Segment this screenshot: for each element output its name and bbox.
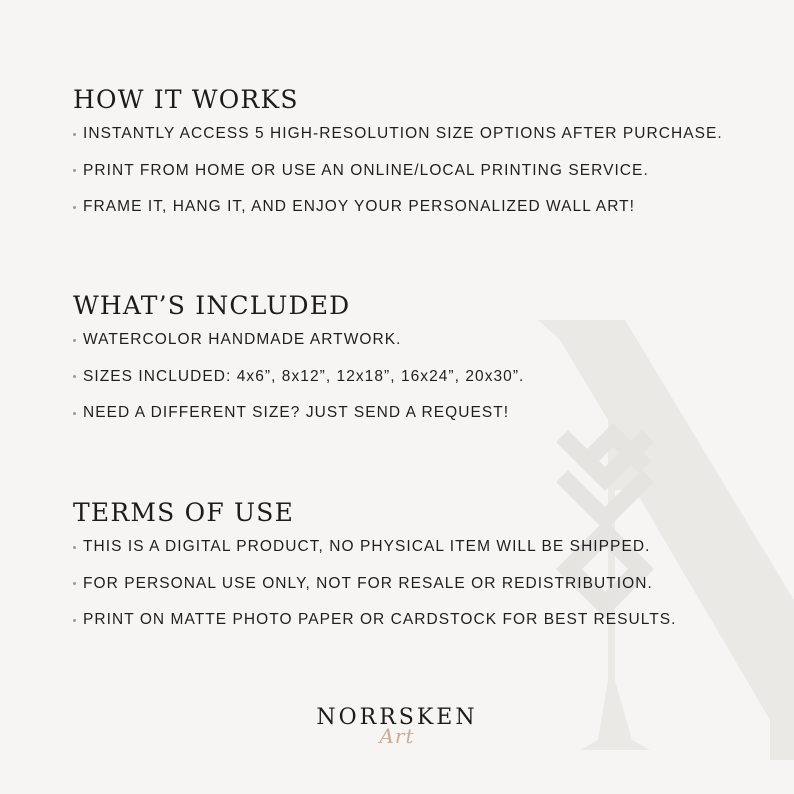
- item-list: [73, 125, 773, 216]
- section-how-it-works: [73, 86, 773, 235]
- list-item: [73, 575, 773, 593]
- bullet-icon: [73, 133, 76, 136]
- list-item: [73, 331, 773, 349]
- section-title: HOW IT WORKS: [73, 85, 299, 114]
- list-item-text: PRINT FROM HOME OR USE AN ONLINE/LOCAL PRINTING SERVICE.: [83, 161, 649, 179]
- bullet-icon: [73, 169, 76, 172]
- list-item: [73, 404, 773, 422]
- section-title: WHAT’S INCLUDED: [73, 291, 351, 320]
- list-item: [73, 611, 773, 629]
- item-list: [73, 538, 773, 629]
- list-item-text: FOR PERSONAL USE ONLY, NOT FOR RESALE OR REDISTRIBUTION.: [83, 574, 653, 592]
- list-item: [73, 198, 773, 216]
- bullet-icon: [73, 582, 76, 585]
- brand-name: NORRSKEN: [316, 705, 478, 730]
- list-item: [73, 368, 773, 386]
- bullet-icon: [73, 619, 76, 622]
- list-item-text: FRAME IT, HANG IT, AND ENJOY YOUR PERSONALIZED WALL ART!: [83, 198, 636, 215]
- list-item-text: WATERCOLOR HANDMADE ARTWORK.: [83, 331, 402, 348]
- list-item-text: NEED A DIFFERENT SIZE? JUST SEND A REQUEST!: [83, 404, 510, 421]
- list-item-text: INSTANTLY ACCESS 5 HIGH-RESOLUTION SIZE OPTIONS AFTER PURCHASE.: [83, 125, 723, 142]
- bullet-icon: [73, 339, 76, 342]
- list-item-text: THIS IS A DIGITAL PRODUCT, NO PHYSICAL ITEM WILL BE SHIPPED.: [83, 538, 651, 555]
- list-item-text: SIZES INCLUDED: 4x6”, 8x12”, 12x18”, 16x24”, 20x30”.: [83, 367, 525, 385]
- item-list: [73, 331, 773, 422]
- brand-sub: Art: [379, 724, 415, 748]
- bullet-icon: [73, 412, 76, 415]
- section-title: TERMS OF USE: [73, 498, 295, 527]
- bullet-icon: [73, 546, 76, 549]
- list-item: [73, 538, 773, 556]
- section-terms-of-use: [73, 499, 773, 648]
- section-whats-included: [73, 292, 773, 441]
- list-item-text: PRINT ON MATTE PHOTO PAPER OR CARDSTOCK FOR BEST RESULTS.: [83, 611, 677, 628]
- list-item: [73, 162, 773, 180]
- list-item: [73, 125, 773, 143]
- bullet-icon: [73, 375, 76, 378]
- bullet-icon: [73, 206, 76, 209]
